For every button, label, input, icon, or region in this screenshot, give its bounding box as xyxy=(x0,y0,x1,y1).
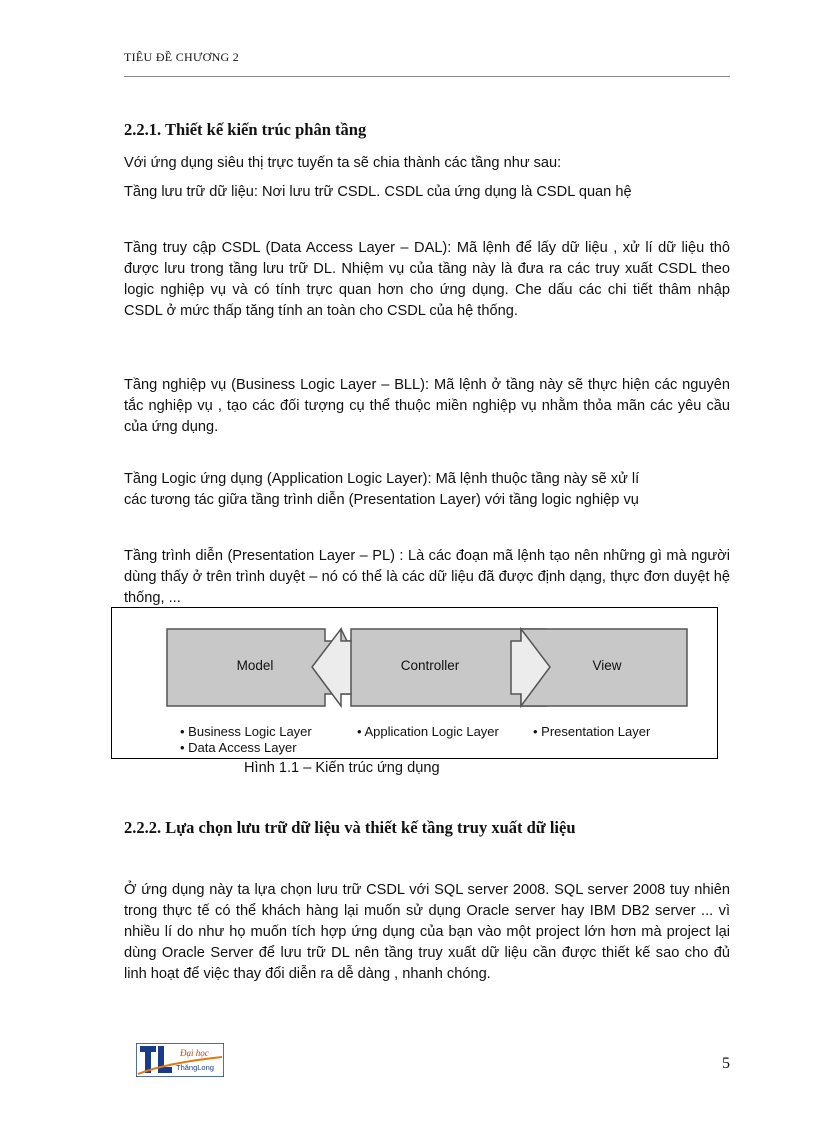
controller-label: Controller xyxy=(400,658,460,673)
intro-paragraph: Với ứng dụng siêu thị trực tuyến ta sẽ chia thành các tầng như sau: xyxy=(124,155,562,171)
model-label: Model xyxy=(236,658,274,673)
logo-text-bottom: ThăngLong xyxy=(176,1063,214,1072)
presentation-layer-paragraph: Tầng trình diễn (Presentation Layer – PL) : Là các đoạn mã lệnh tạo nên những gì mà người dùng thấy ở trên trình duyệt – nó có thể là các dữ liệu đã được định dạng, thực đơn duyệt hệ thống, ... xyxy=(124,548,730,606)
mvc-diagram xyxy=(112,608,719,760)
logo-text-top: Đại học xyxy=(180,1048,209,1058)
university-logo xyxy=(136,1043,224,1077)
bullet-presentation-layer: • Presentation Layer xyxy=(533,724,651,739)
running-header: TIÊU ĐỀ CHƯƠNG 2 xyxy=(124,50,240,64)
bullet-business-logic-layer: • Business Logic Layer xyxy=(180,724,312,739)
bullet-data-access-layer: • Data Access Layer xyxy=(180,740,297,755)
architecture-figure xyxy=(111,607,718,759)
section-heading-2-2-2: 2.2.2. Lựa chọn lưu trữ dữ liệu và thiết kế tầng truy xuất dữ liệu xyxy=(124,818,576,837)
storage-layer-paragraph: Tầng lưu trữ dữ liệu: Nơi lưu trữ CSDL. CSDL của ứng dụng là CSDL quan hệ xyxy=(124,184,632,200)
storage-choice-paragraph: Ở ứng dụng này ta lựa chọn lưu trữ CSDL với SQL server 2008. SQL server 2008 tuy nhiên trong thực tế có thể khách hàng lại muốn sử dụng Oracle server hay IBM DB2 server ... vì nhiều lí do như họ muốn tích hợp ứng dụng của bạn vào một project lớn hơn mà project lại dùng Oracle Server để lưu trữ DL nên tầng truy xuất dữ liệu cần được thiết kế sao cho đủ linh hoạt để việc thay đổi diễn ra dễ dàng , nhanh chóng. xyxy=(124,882,730,982)
header-divider xyxy=(124,76,730,77)
view-label: View xyxy=(592,658,622,673)
page-number: 5 xyxy=(722,1055,730,1072)
application-logic-paragraph-line-2: các tương tác giữa tầng trình diễn (Presentation Layer) với tầng logic nghiệp vụ xyxy=(124,492,639,508)
section-heading-2-2-1: 2.2.1. Thiết kế kiến trúc phân tầng xyxy=(124,120,367,139)
dal-paragraph: Tầng truy cập CSDL (Data Access Layer – DAL): Mã lệnh để lấy dữ liệu , xử lí dữ liệu thô được lưu trong tầng lưu trữ DL. Nhiệm vụ của tầng này là đưa ra các truy xuất CSDL theo logic nghiệp vụ và có tính trực quan hơn cho ứng dụng. Che dấu các chi tiết thâm nhập CSDL ở mức thấp tăng tính an toàn cho CSDL của hệ thống. xyxy=(124,240,730,319)
bullet-application-logic-layer: • Application Logic Layer xyxy=(357,724,499,739)
application-logic-paragraph-line-1: Tầng Logic ứng dụng (Application Logic Layer): Mã lệnh thuộc tầng này sẽ xử lí xyxy=(124,471,640,487)
figure-caption: Hình 1.1 – Kiến trúc ứng dụng xyxy=(244,760,440,776)
bll-paragraph: Tầng nghiệp vụ (Business Logic Layer – BLL): Mã lệnh ở tầng này sẽ thực hiện các nguyên tắc nghiệp vụ , tạo các đối tượng cụ thể thuộc miền nghiệp vụ nhằm thỏa mãn các yêu cầu của ứng dụng. xyxy=(124,377,730,435)
